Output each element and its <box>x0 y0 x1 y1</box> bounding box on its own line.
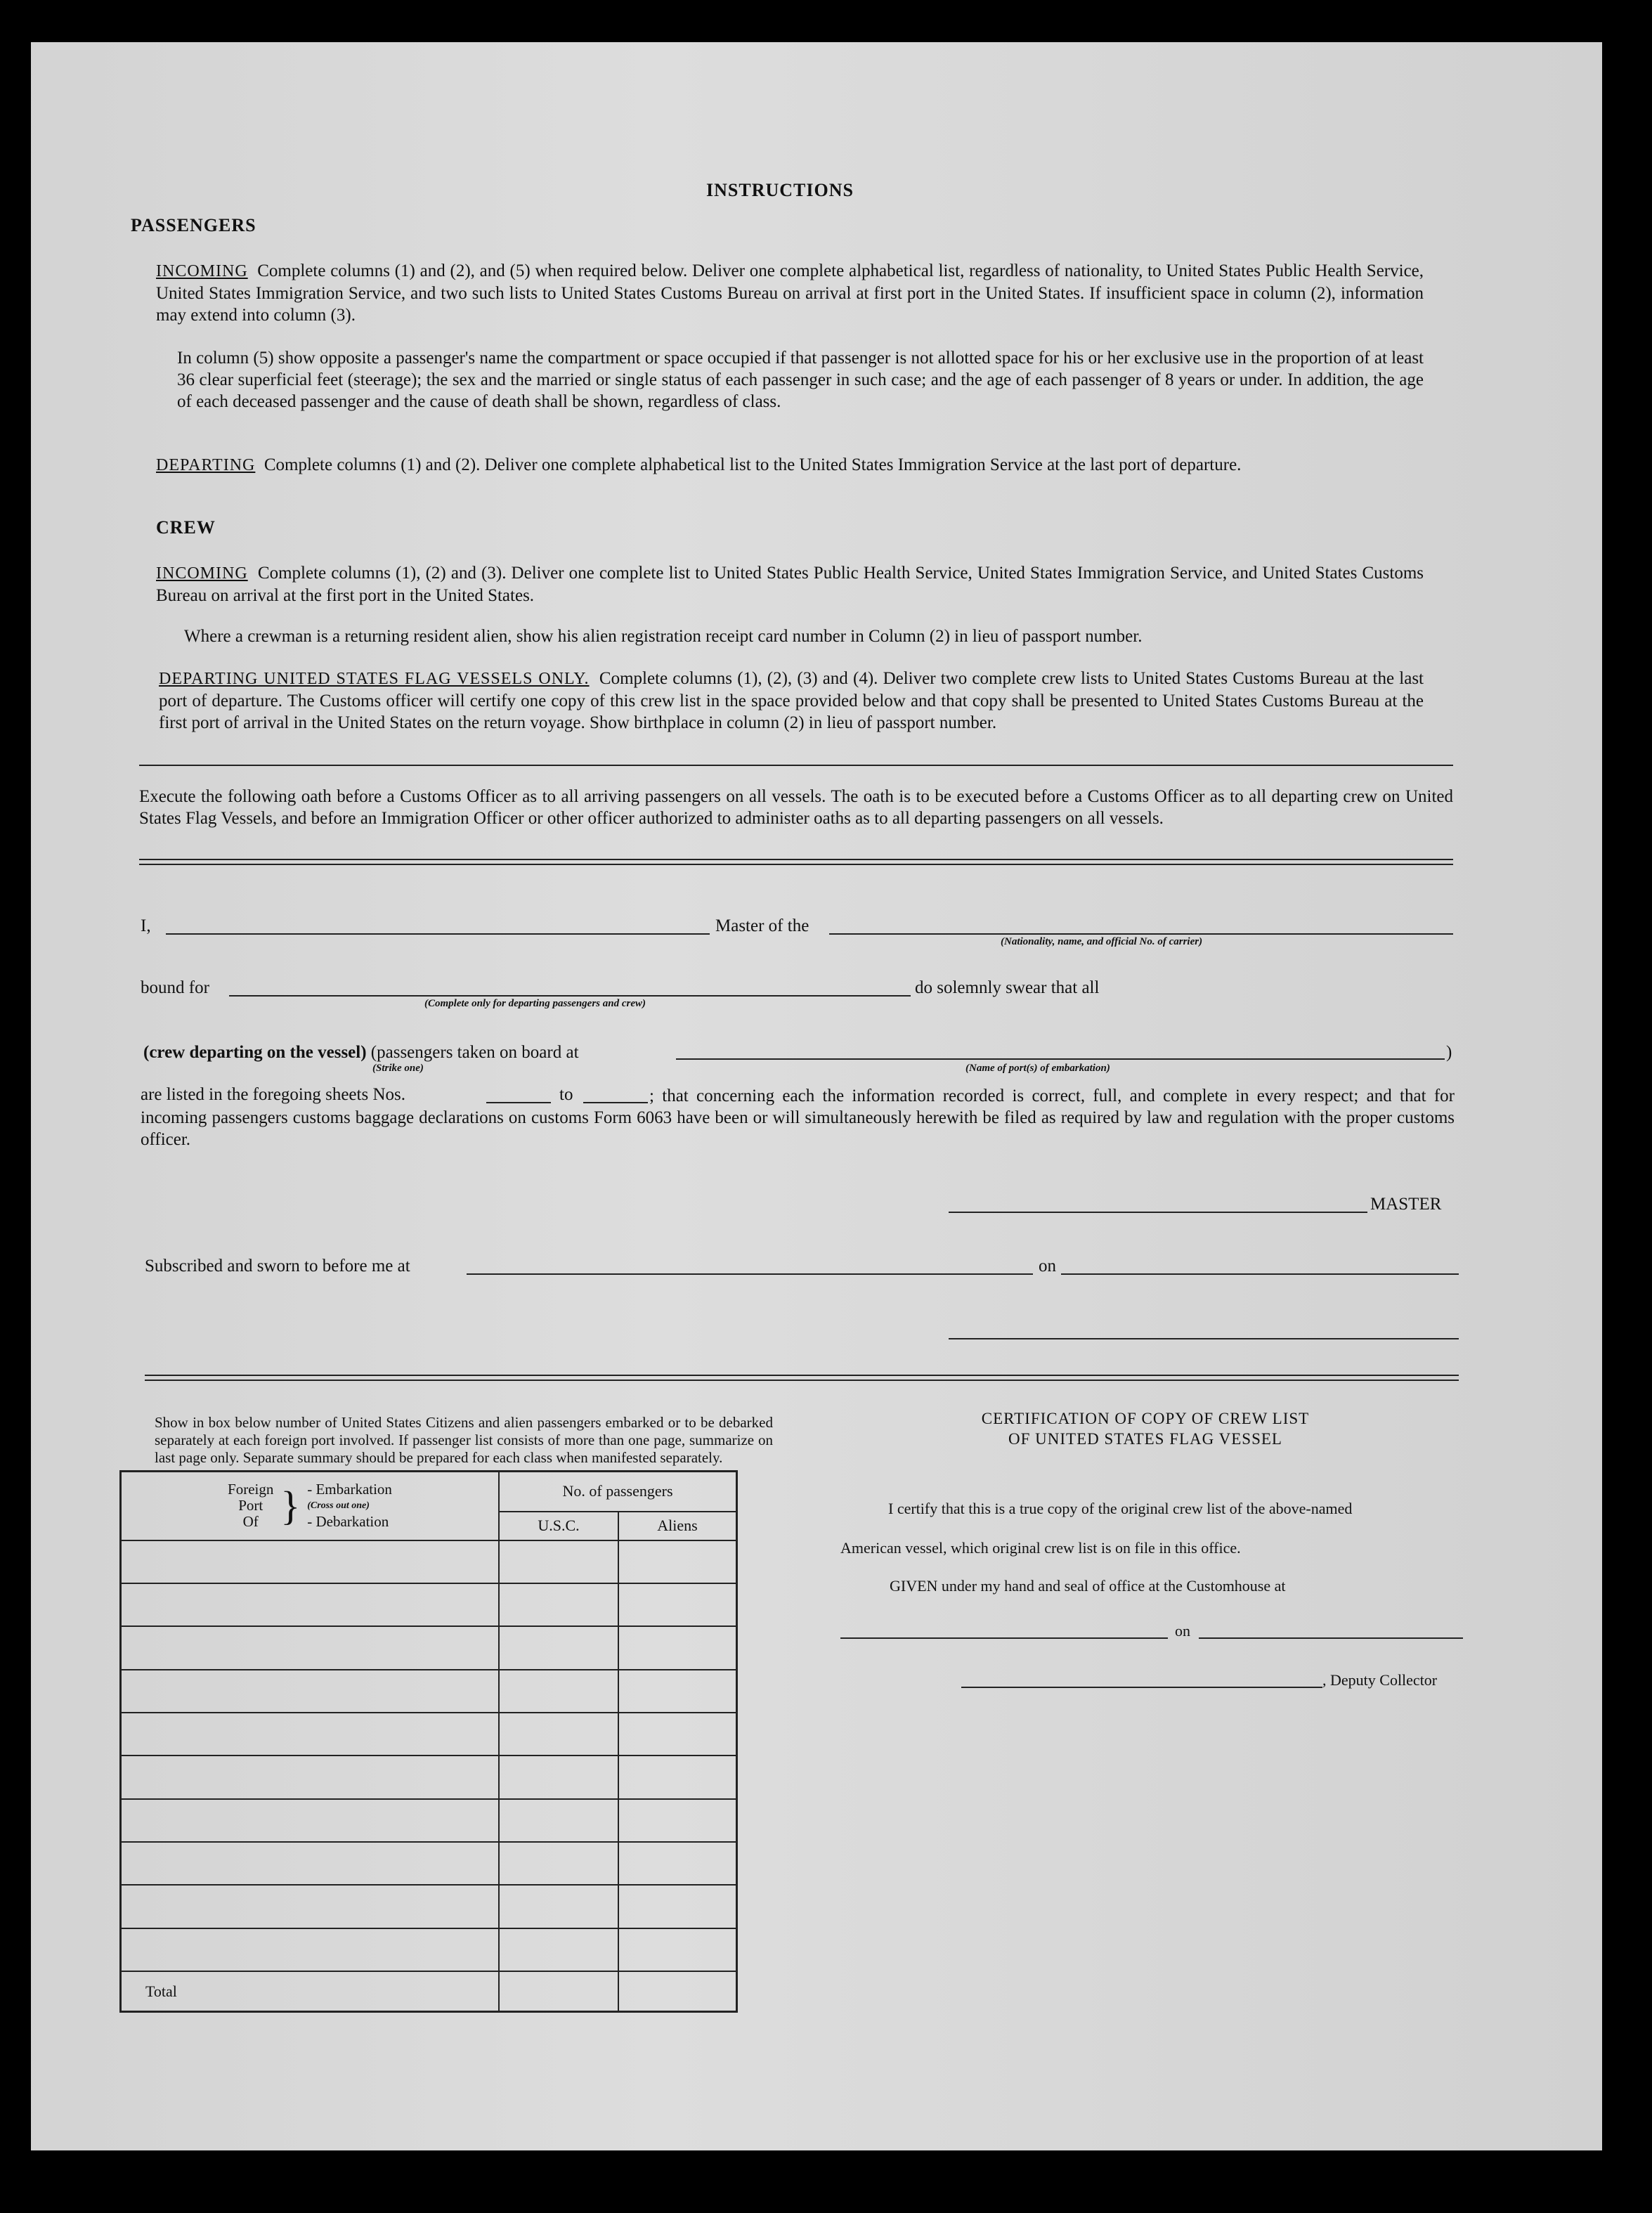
certification-title-line2: OF UNITED STATES FLAG VESSEL <box>1008 1430 1282 1448</box>
table-row-usc[interactable] <box>499 1670 618 1713</box>
master-signature-field[interactable] <box>949 1212 1367 1213</box>
strike-one-caption: (Strike one) <box>372 1063 424 1074</box>
listed-to-label: to <box>559 1085 573 1104</box>
passengers-incoming-paragraph <box>156 260 1424 326</box>
usc-header: U.S.C. <box>499 1512 618 1540</box>
master-name-field[interactable] <box>166 933 710 935</box>
table-row-usc[interactable] <box>499 1885 618 1928</box>
passengers-taken-option[interactable]: (passengers taken on board at <box>370 1043 579 1062</box>
table-row-usc[interactable] <box>499 1713 618 1756</box>
table-row-port[interactable] <box>121 1626 500 1669</box>
table-row-port[interactable] <box>121 1713 500 1756</box>
departing-label: DEPARTING <box>156 456 256 474</box>
table-row-usc[interactable] <box>499 1756 618 1798</box>
table-row-port[interactable] <box>121 1583 500 1626</box>
double-rule <box>139 859 1453 865</box>
cross-out-caption: (Cross out one) <box>307 1500 370 1512</box>
table-row-port[interactable] <box>121 1670 500 1713</box>
table-row-port[interactable] <box>121 1928 500 1971</box>
table-row-aliens[interactable] <box>618 1626 737 1669</box>
bound-for-field[interactable] <box>229 995 911 997</box>
table-row-aliens[interactable] <box>618 1540 737 1583</box>
port-header-cell: Foreign Port Of } - Embarkation (Cross out one) - Debarkation <box>121 1472 500 1540</box>
table-row-usc[interactable] <box>499 1626 618 1669</box>
given-line: GIVEN under my hand and seal of office at the Customhouse at <box>890 1577 1286 1595</box>
swear-label: do solemnly swear that all <box>915 978 1100 997</box>
crew-incoming-text: Complete columns (1), (2) and (3). Deliver one complete list to United States Public Health Service, United States Immigration Service, and United States Customs Bureau on arrival at the first port in the United States. <box>156 564 1424 605</box>
listed-paragraph: ; that concerning each the information recorded is correct, full, and complete in every respect; and that for incoming passengers customs baggage declarations on customs Form 6063 have been or will simultaneously herewith be filed as required by law and regulation with the proper customs officer. <box>141 1086 1455 1149</box>
table-row-usc[interactable] <box>499 1928 618 1971</box>
passengers-departing-paragraph <box>156 454 1424 476</box>
certify-line-b: American vessel, which original crew list is on file in this office. <box>840 1539 1241 1557</box>
table-row-aliens[interactable] <box>618 1583 737 1626</box>
master-label: MASTER <box>1370 1195 1442 1214</box>
no-of-passengers-header: No. of passengers <box>499 1472 737 1512</box>
subscribed-label: Subscribed and sworn to before me at <box>145 1257 410 1276</box>
table-row-usc[interactable] <box>499 1799 618 1842</box>
oath-intro: Execute the following oath before a Customs Officer as to all arriving passengers on all vessels. The oath is to be executed before a Customs Officer as to all departing crew on United States Flag Vessels, and before an Immigration Officer or other officer authorized to administer oaths as to all departing passengers on all vessels. <box>139 787 1453 828</box>
table-row-aliens[interactable] <box>618 1713 737 1756</box>
crew-departing-option[interactable]: (crew departing on the vessel) <box>143 1043 367 1062</box>
customhouse-field[interactable] <box>840 1637 1168 1639</box>
flag-vessels-paragraph <box>159 668 1424 734</box>
close-paren: ) <box>1446 1043 1452 1062</box>
crew-incoming-label: INCOMING <box>156 564 248 583</box>
debarkation-option[interactable]: - Debarkation <box>307 1513 389 1531</box>
bound-for-label: bound for <box>141 978 209 997</box>
certification-title <box>836 1408 1455 1449</box>
table-row-port[interactable] <box>121 1540 500 1583</box>
table-row-aliens[interactable] <box>618 1928 737 1971</box>
column5-paragraph: In column (5) show opposite a passenger's name the compartment or space occupied if that passenger is not allotted space for his or her exclusive use in the proportion of at least 36 clear superficial feet (steerage); the sex and the married or single status of each passenger in such case; and the age of each passenger of 8 years or under. In addition, the age of each deceased passenger and the cause of death shall be shown, regardless of class. <box>177 349 1424 411</box>
crew-incoming-paragraph <box>156 562 1424 606</box>
embarkation-option[interactable]: - Embarkation <box>307 1481 392 1498</box>
certification-date-field[interactable] <box>1199 1637 1463 1639</box>
total-aliens-cell[interactable] <box>618 1971 737 2011</box>
foreign-port-of-label: Foreign Port Of <box>228 1481 274 1531</box>
table-row-usc[interactable] <box>499 1842 618 1885</box>
table-row-usc[interactable] <box>499 1540 618 1583</box>
flag-vessels-text: Complete columns (1), (2), (3) and (4). Deliver two complete crew lists to United States Customs Bureau at the last port of departure. The Customs officer will certify one copy of this crew list in the space provided below and that copy shall be presented to United States Customs Bureau at the first port of arrival in the United States on the return voyage. Show birthplace in column (2) in lieu of passport number. <box>159 669 1424 732</box>
incoming-text: Complete columns (1) and (2), and (5) when required below. Deliver one complete alphabetical list, regardless of nationality, to United States Public Health Service, United States Immigration Service, and two such lists to United States Customs Bureau on arrival at first port in the United States. If insufficient space in column (2), information may extend into column (3). <box>156 261 1424 325</box>
sworn-date-field[interactable] <box>1061 1273 1459 1275</box>
table-row-aliens[interactable] <box>618 1756 737 1798</box>
sworn-place-field[interactable] <box>467 1273 1033 1275</box>
oath-strike-line <box>143 1043 579 1063</box>
passenger-summary-table <box>119 1470 738 2013</box>
table-row-port[interactable] <box>121 1799 500 1842</box>
table-row-aliens[interactable] <box>618 1670 737 1713</box>
crew-heading: CREW <box>156 517 216 538</box>
table-row-port[interactable] <box>121 1842 500 1885</box>
nationality-caption: (Nationality, name, and official No. of carrier) <box>1001 936 1203 947</box>
deputy-signature-field[interactable] <box>961 1687 1322 1688</box>
oath-i-label: I, <box>141 916 151 935</box>
master-of-label: Master of the <box>715 916 809 935</box>
port-caption: (Name of port(s) of embarkation) <box>965 1063 1110 1074</box>
sworn-on-label: on <box>1039 1257 1056 1276</box>
table-row-aliens[interactable] <box>618 1799 737 1842</box>
deputy-collector-label: , Deputy Collector <box>1322 1671 1438 1689</box>
passengers-heading: PASSENGERS <box>131 215 256 235</box>
summary-instructions: Show in box below number of United States Citizens and alien passengers embarked or to be debarked separately at each foreign port involved. If passenger list consists of more than one page, summarize on last page only. Separate summary should be prepared for each class when manifested separately. <box>155 1414 773 1466</box>
instructions-title: INSTRUCTIONS <box>706 180 854 200</box>
carrier-field[interactable] <box>829 933 1453 935</box>
crewman-paragraph: Where a crewman is a returning resident alien, show his alien registration receipt card number in Column (2) in lieu of passport number. <box>184 627 1143 646</box>
table-row-aliens[interactable] <box>618 1885 737 1928</box>
embarkation-port-field[interactable] <box>676 1058 1445 1060</box>
certification-on-label: on <box>1175 1622 1190 1640</box>
double-rule-lower <box>145 1375 1459 1381</box>
total-label: Total <box>121 1971 500 2011</box>
officer-signature-field[interactable] <box>949 1338 1459 1339</box>
table-row-port[interactable] <box>121 1885 500 1928</box>
aliens-header: Aliens <box>618 1512 737 1540</box>
listed-label: are listed in the foregoing sheets Nos. <box>141 1085 405 1104</box>
table-row-aliens[interactable] <box>618 1842 737 1885</box>
flag-vessels-label: DEPARTING UNITED STATES FLAG VESSELS ONLY. <box>159 670 590 688</box>
certify-line-a: I certify that this is a true copy of the original crew list of the above-named <box>888 1500 1353 1517</box>
complete-only-caption: (Complete only for departing passengers and crew) <box>424 998 646 1009</box>
divider-line <box>139 765 1453 766</box>
total-usc-cell[interactable] <box>499 1971 618 2011</box>
table-row-usc[interactable] <box>499 1583 618 1626</box>
table-row-port[interactable] <box>121 1756 500 1798</box>
incoming-label: INCOMING <box>156 262 248 280</box>
departing-text: Complete columns (1) and (2). Deliver one complete alphabetical list to the United States Immigration Service at the last port of departure. <box>264 455 1242 474</box>
certification-title-line1: CERTIFICATION OF COPY OF CREW LIST <box>981 1410 1310 1427</box>
